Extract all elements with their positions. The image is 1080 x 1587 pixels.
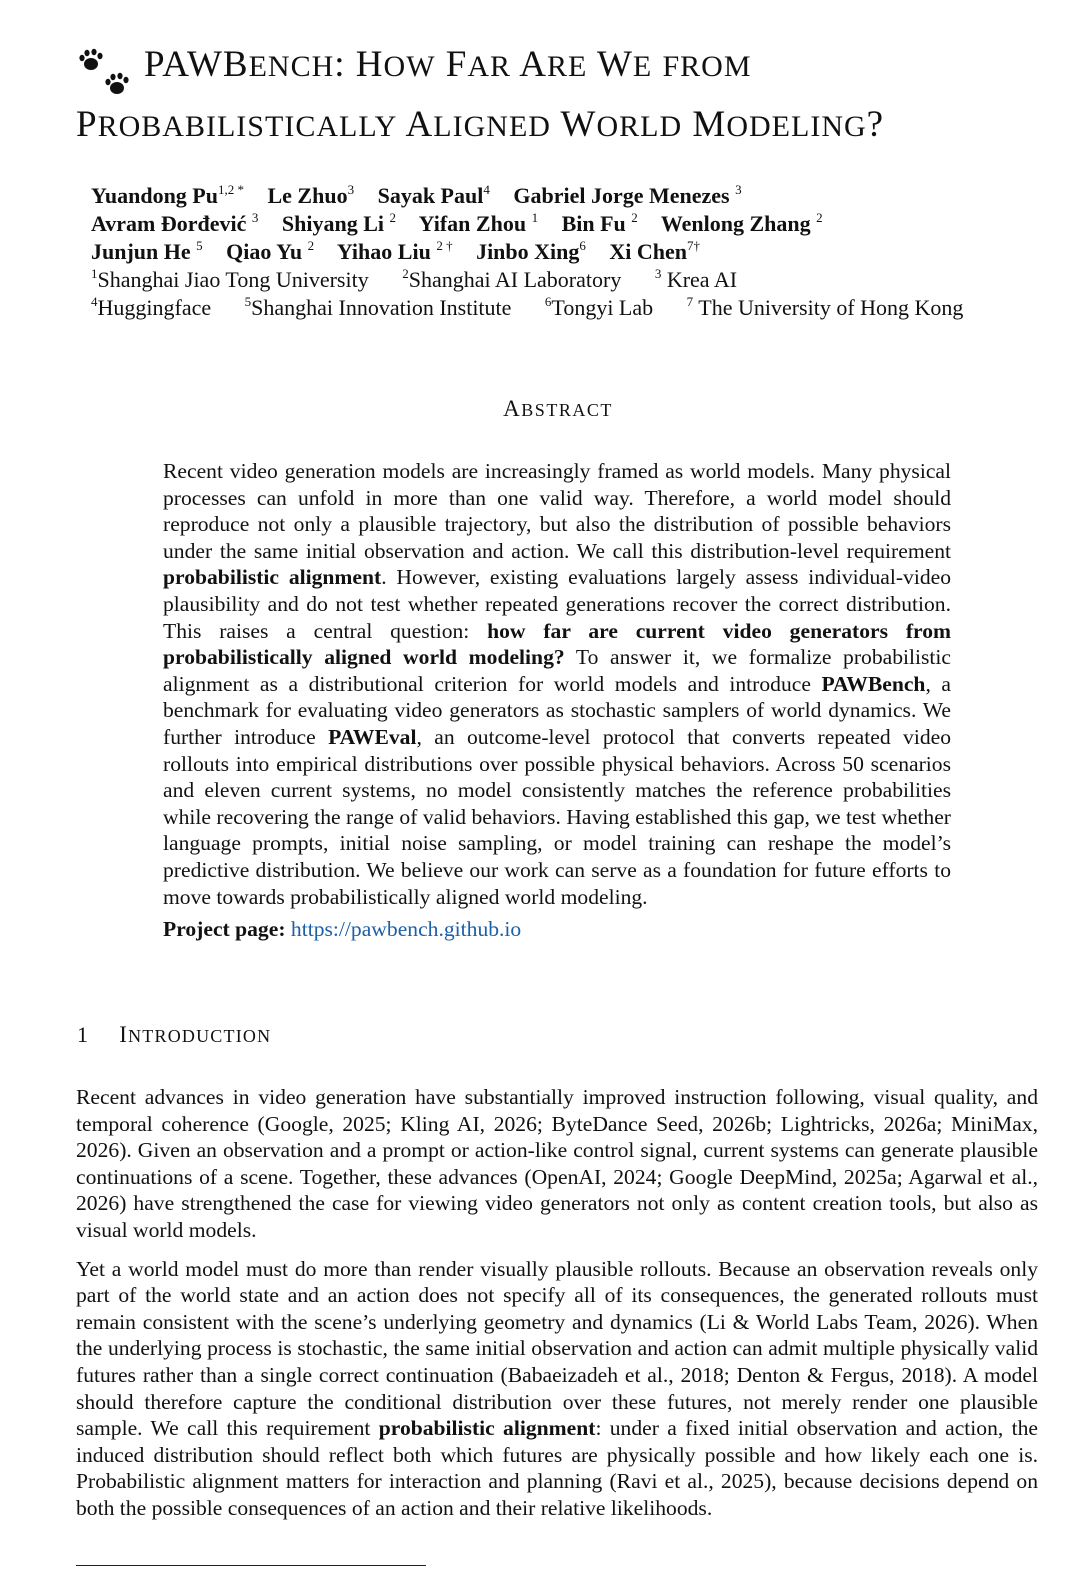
author-block [91, 182, 1061, 322]
project-page-link[interactable]: https://pawbench.github.io [290, 917, 522, 942]
title-line-1: PAWBENCH: HOW FAR ARE WE FROM [144, 44, 752, 85]
abstract-heading: ABSTRACT [503, 396, 613, 421]
affiliation: $^6$Tongyi Lab [544, 294, 654, 320]
title-block [76, 36, 1056, 156]
author: Yuandong $Pu^{1,2 *}$ [91, 182, 244, 208]
author: Junjun He $^5$ [91, 238, 203, 264]
affiliation: $^7$ The University of Hong Kong [686, 294, 964, 320]
affiliation: $^2$Shanghai AI Laboratory [402, 266, 622, 292]
author: Yifan Zhou $^1$ [418, 210, 539, 236]
paragraph: Yet a world model must do more than render visually plausible rollouts. Because an observation reveals only part of the world state and an action does not specify all of its consequences, the generated rollouts must remain consistent with the scene’s underlying geometry and dynamics (Li & World Labs Team, 2026). When the underlying process is stochastic, the same initial observation and action can admit multiple physically valid futures rather than a single correct continuation (Babaeizadeh et al., 2018; Denton & Fergus, 2018). A model should therefore capture the conditional distribution over these futures, not merely render one plausible sample. We call this requirement probabilistic alignment: under a fixed initial observation and action, the induced distribution should reflect both which futures are physically possible and how likely each one is. Probabilistic alignment matters for interaction and planning (Ravi et al., 2025), because decisions depend on both the possible consequences of an action and their relative likelihoods. [76, 1256, 1039, 1520]
author: Qiao Yu $^2$ [226, 238, 315, 264]
author: Avram Đorđević $^3$ [91, 210, 259, 236]
affiliation: $^5$Shanghai Innovation Institute [244, 294, 512, 320]
author: Gabriel Jorge Menezes $^3$ [513, 182, 742, 208]
section-heading [77, 1022, 271, 1048]
author: Wenlong Zhang $^2$ [660, 210, 823, 236]
author-row-3 [91, 238, 1061, 266]
abstract-text: Recent video generation models are increasingly framed as world models. Many physical processes can unfold in more than one valid way. Therefore, a world model should reproduce not only a plausible trajectory, but also the distribution of possible behaviors under the same initial observation and action. We call this distribution-level requirement probabilistic alignment. However, existing evaluations largely assess individual-video plausibility and do not test whether repeated generations recover the correct distribution. This raises a central question: how far are current video generators from probabilistically aligned world modeling? To answer it, we formalize probabilistic alignment as a distributional criterion for world models and introduce PAWBench, a benchmark for evaluating video generators as stochastic samplers of world dynamics. We further introduce PAWEval, an outcome-level protocol that converts repeated video rollouts into empirical distributions over possible physical behaviors. Across 50 scenarios and eleven current systems, no model consistently matches the reference probabilities while recovering the range of valid behaviors. Having established this gap, we test whether language prompts, initial noise sampling, or model training can reshape the model’s predictive distribution. We believe our work can serve as a foundation for future efforts to move towards probabilistically aligned world modeling. Project page: https://pawbench.github.io [163, 459, 952, 942]
paw-logo-icon [76, 44, 136, 100]
author: Xi Chen$^{7\dagger}$ [609, 238, 701, 264]
affiliation: $^1$Shanghai Jiao Tong University [91, 266, 369, 292]
paragraph: Recent advances in video generation have substantially improved instruction following, visual quality, and temporal coherence (Google, 2025; Kling AI, 2026; ByteDance Seed, 2026b; Lightricks, 2026a; MiniMax, 2026). Given an observation and a prompt or action-like control signal, current systems can generate plausible continuations of a scene. Together, these advances (OpenAI, 2024; Google DeepMind, 2025a; Agarwal et al., 2026) have strengthened the case for viewing video generators not only as content creation tools, but also as visual world models. [76, 1085, 1038, 1242]
author-row-2 [91, 210, 1061, 238]
section-title: INTRODUCTION [119, 1022, 272, 1047]
affiliation: $^3$ Krea AI [654, 266, 738, 292]
author: Sayak Paul$^4$ [377, 182, 490, 208]
author: Yihao Liu $^{2 \dagger}$ [336, 238, 453, 264]
footnote-rule [76, 1565, 426, 1566]
author: Shiyang Li $^2$ [281, 210, 396, 236]
introduction-body [76, 1084, 1038, 1534]
affiliation: $^4$Huggingface [91, 294, 212, 320]
affiliation-row-1 [91, 266, 1061, 294]
project-page-label: Project page: [163, 917, 286, 942]
affiliation-row-2 [91, 294, 1061, 322]
author: Bin Fu $^2$ [561, 210, 638, 236]
project-page [163, 916, 951, 943]
section-number: 1 [77, 1022, 90, 1047]
title-line-2: PROBABILISTICALLY ALIGNED WORLD MODELING? [76, 104, 885, 145]
author-row-1 [91, 182, 1061, 210]
author: Jinbo Xing$^6$ [476, 238, 586, 264]
author: Le Zhuo$^3$ [267, 182, 355, 208]
